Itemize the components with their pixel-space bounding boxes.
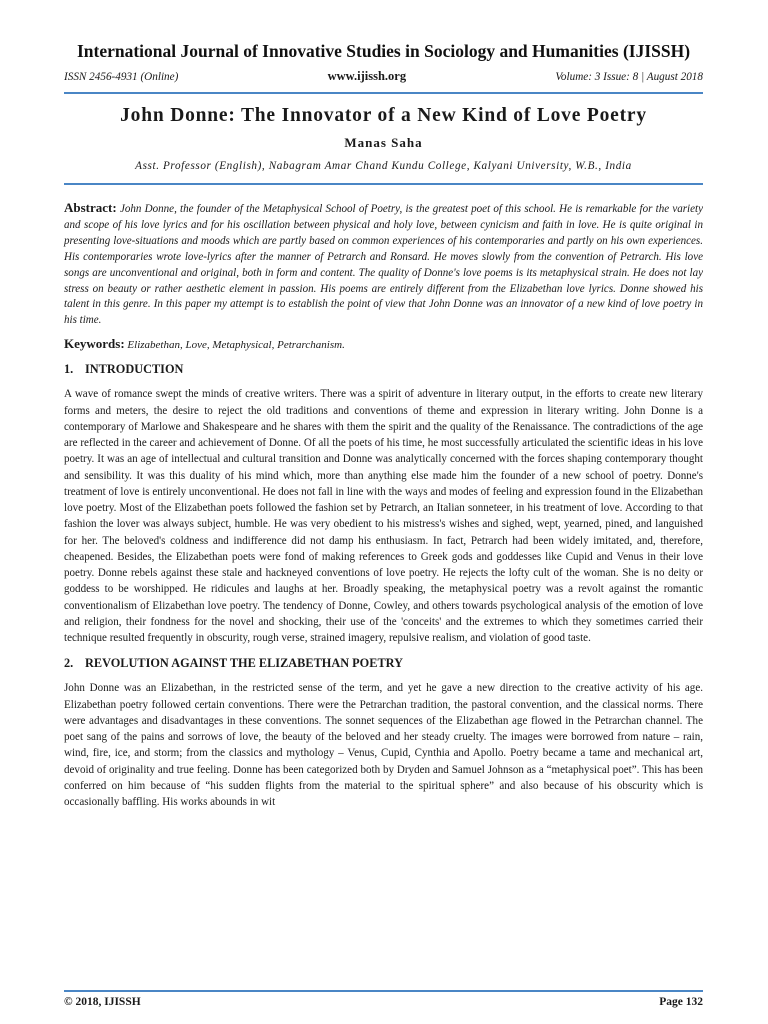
section-heading-introduction	[64, 362, 703, 377]
footer-divider	[64, 990, 703, 992]
section-number: 1.	[64, 362, 74, 377]
author-name: Manas Saha	[344, 135, 423, 150]
section-body-revolution: John Donne was an Elizabethan, in the restricted sense of the term, and yet he gave a new direction to the creative activity of his age. Elizabethan poetry followed certain conventions. There were the Petrarchan tradition, the pastoral convention, and the classical norms. There were advantages and disadvantages in these conventions. The sonnet sequences of the Elizabethan age flowed in the Petrarchan channel. The poet sang of the pains and sorrows of love, the beauty of the beloved and her steady cruelty. The images were borrowed from nature – rain, wind, fire, ice, and storm; from the classics and mythology – Venus, Cupid, Cynthia and Apollo. Poetry became a tame and mechanical art, devoid of originality and true feeling. Donne has been categorized both by Dryden and Samuel Johnson as a “metaphysical poet”. This has been conferred on him because of “his sudden flights from the material to the spiritual sphere” and also because of his obscurity which is occasionally baffling. His works abounds in wit	[64, 682, 703, 808]
journal-meta-row	[64, 69, 703, 84]
page-footer	[64, 996, 703, 1008]
volume-issue: Volume: 3 Issue: 8 | August 2018	[555, 71, 703, 83]
copyright: © 2018, IJISSH	[64, 996, 141, 1008]
journal-title: International Journal of Innovative Studies in Sociology and Humanities (IJISSH)	[76, 41, 691, 61]
section-body-introduction: A wave of romance swept the minds of creative writers. There was a spirit of adventure in literary output, in the efforts to create new literary forms and meters, the desire to reject the old traditions and conventions of theme and expression in literary writing. John Donne is a contemporary of Marlowe and Shakespeare and he shares with them the spirit and the quality of the Renaissance. The contradictions of the age are reflected in the career and achievement of Donne. Of all the poets of his time, he most successfully articulated the scientific ideas in his love poetry. It was an age of intellectual and cultural transition and Donne was analytically concerned with the forces shaping contemporary thought and sensibility. It was this duality of his mind which, more than anything else made him the founder of a new school of poetry. Donne's treatment of love is entirely unconventional. He does not fall in line with the ways and modes of feeling and expression found in the Elizabethan love poetry. Most of the Elizabethan poets followed the fashion set by Petrarch, an Italian sonneteer, in his treatment of love. According to that fashion the lover was always subject, humble. He was very obedient to his mistress's wishes and sighed, wept, yearned, pined, and languished for her. The beloved's coldness and indifference did not damp his enthusiasm. In fact, Petrarch had been widely imitated, and, therefore, cheapened. Besides, the Elizabethan poets were fond of making references to Greek gods and goddesses like Cupid and Venus in their love poetry. Donne rebels against these stale and hackneyed conventions of love poetry. He rejects the lofty cult of the woman. She is no deity or goddess to be worshipped. He ridicules and laughs at her. Broadly speaking, the metaphysical poetry was a revolt against the romantic conventionalism of Elizabethan love poetry. The tendency of Donne, Cowley, and others towards psychological analysis of the emotion of love and religion, their fondness for the novel and shocking, their use of the 'conceits' and the extremes to which they sometimes carried their technique resulted frequently in obscurity, rough verse, strained imagery, repulsive realism, and violation of good taste.	[64, 388, 704, 644]
keywords-label: Keywords:	[64, 336, 125, 352]
title-divider	[64, 183, 703, 185]
section-number: 2.	[64, 656, 74, 671]
abstract	[64, 200, 703, 329]
author-affiliation: Asst. Professor (English), Nabagram Amar Chand Kundu College, Kalyani University, W.B., India	[135, 160, 632, 172]
abstract-label: Abstract:	[64, 200, 117, 215]
header-divider	[64, 92, 703, 94]
issn: ISSN 2456-4931 (Online)	[64, 71, 179, 83]
page-number: Page 132	[659, 996, 703, 1008]
section-title: REVOLUTION AGAINST THE ELIZABETHAN POETRY	[85, 656, 403, 671]
abstract-text: John Donne, the founder of the Metaphysical School of Poetry, is the greatest poet of this school. He is remarkable for the variety and scope of his love lyrics and for his oscillation between physical and holy love, between cynicism and faith in love. He is quite original in presenting love-situations and moods which are partly based on common experiences of his contemporaries and partly on his own experiences. His contemporaries wrote love-lyrics after the manner of Petrarch and Ronsard. He moves slowly from the convention of Petrarch. His love songs are unconventional and original, both in form and content. The quality of Donne's love poems is its metaphysical strain. He does not lay stress on beauty or rather aesthetic element in passion. His poems are entirely different from the Elizabethan love lyrics. Donne showed his talent in this genre. In this paper my attempt is to establish the point of view that John Donne was an innovator of a new kind of love poetry in his time.	[64, 203, 704, 327]
keywords-text: Elizabethan, Love, Metaphysical, Petrarchanism.	[127, 339, 345, 352]
keywords	[64, 336, 703, 352]
journal-website-link[interactable]: www.ijissh.org	[327, 69, 407, 83]
section-heading-revolution	[64, 656, 703, 671]
journal-page	[64, 40, 703, 1000]
section-title: INTRODUCTION	[85, 362, 184, 377]
paper-title: John Donne: The Innovator of a New Kind of Love Poetry	[120, 105, 647, 126]
